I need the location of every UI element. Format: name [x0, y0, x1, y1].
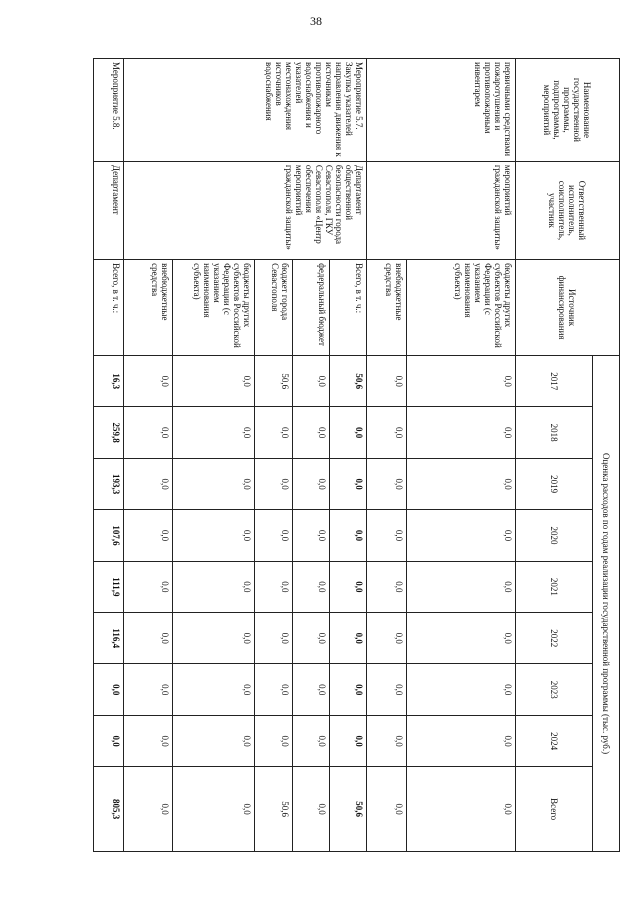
year-value-cell: 16,3 [94, 356, 124, 407]
funding-source-cell: внебюджетные средства [366, 260, 406, 356]
funding-source-cell: бюджеты других субъектов Российской Федерации (с указанием наименования субъекта) [173, 260, 255, 356]
total-value-cell: 0,0 [292, 767, 329, 852]
year-value-cell: 0,0 [366, 613, 406, 664]
header-year: 2022 [515, 613, 592, 664]
year-value-cell: 0,0 [329, 407, 366, 458]
total-value-cell: 805,3 [94, 767, 124, 852]
year-value-cell: 0,0 [173, 458, 255, 509]
responsible-cell: Департамент общественной безопасности города Севастополя, ГКУ Севастополя «Центр обеспечения мероприятий гражданской защиты» [123, 161, 366, 259]
year-value-cell: 0,0 [123, 613, 173, 664]
header-year: 2019 [515, 458, 592, 509]
funding-source-cell: внебюджетные средства [123, 260, 173, 356]
header-year: 2018 [515, 407, 592, 458]
total-value-cell: 0,0 [173, 767, 255, 852]
header-year: 2024 [515, 715, 592, 766]
header-year: 2023 [515, 664, 592, 715]
year-value-cell: 0,0 [292, 715, 329, 766]
year-value-cell: 0,0 [292, 458, 329, 509]
year-value-cell: 0,0 [366, 407, 406, 458]
year-value-cell: 0,0 [406, 510, 515, 561]
year-value-cell: 0,0 [366, 664, 406, 715]
year-value-cell: 0,0 [292, 356, 329, 407]
year-value-cell: 0,0 [173, 407, 255, 458]
header-year: 2017 [515, 356, 592, 407]
year-value-cell: 0,0 [123, 664, 173, 715]
year-value-cell: 0,0 [406, 561, 515, 612]
header-source: Источник финансирования [515, 260, 619, 356]
table-row [94, 59, 124, 852]
total-value-cell: 50,6 [255, 767, 292, 852]
year-value-cell: 0,0 [406, 356, 515, 407]
total-value-cell: 0,0 [406, 767, 515, 852]
year-value-cell: 107,6 [94, 510, 124, 561]
year-value-cell: 0,0 [255, 561, 292, 612]
responsible-cell: Департамент [94, 161, 124, 259]
year-value-cell: 0,0 [406, 613, 515, 664]
responsible-cell: мероприятий гражданской защиты» [366, 161, 515, 259]
year-value-cell: 0,0 [255, 715, 292, 766]
page-number: 38 [310, 14, 322, 28]
year-value-cell: 0,0 [329, 458, 366, 509]
year-value-cell: 0,0 [173, 613, 255, 664]
year-value-cell: 0,0 [366, 458, 406, 509]
year-value-cell: 0,0 [366, 561, 406, 612]
year-value-cell: 0,0 [173, 664, 255, 715]
year-value-cell: 0,0 [366, 356, 406, 407]
table-row [406, 59, 515, 852]
year-value-cell: 0,0 [366, 510, 406, 561]
funding-source-cell: федеральный бюджет [292, 260, 329, 356]
table-body [94, 59, 516, 852]
funding-source-cell: бюджеты других субъектов Российской Федерации (с указанием наименования субъекта) [406, 260, 515, 356]
year-value-cell: 0,0 [94, 664, 124, 715]
funding-source-cell: бюджет города Севастополя [255, 260, 292, 356]
year-value-cell: 50,6 [255, 356, 292, 407]
year-value-cell: 193,3 [94, 458, 124, 509]
year-value-cell: 0,0 [292, 510, 329, 561]
funding-source-cell: Всего, в т. ч.: [329, 260, 366, 356]
year-value-cell: 50,6 [329, 356, 366, 407]
year-value-cell: 0,0 [255, 510, 292, 561]
header-group: Оценка расходов по годам реализации государственной программы (тыс. руб.) [592, 356, 619, 852]
year-value-cell: 0,0 [329, 561, 366, 612]
year-value-cell: 0,0 [123, 561, 173, 612]
measure-name-cell: Мероприятие 5.7. Закупка указателей направления движения к источникам противопожарного водоснабжения и указателей местонахождения источников водоснабжения [123, 59, 366, 162]
measure-name-cell: первичными средствами пожаротушения и противопожарным инвентарем [366, 59, 515, 162]
year-value-cell: 0,0 [173, 510, 255, 561]
year-value-cell: 0,0 [329, 613, 366, 664]
year-value-cell: 0,0 [406, 407, 515, 458]
total-value-cell: 50,6 [329, 767, 366, 852]
year-value-cell: 0,0 [406, 664, 515, 715]
header-year: 2020 [515, 510, 592, 561]
year-value-cell: 111,9 [94, 561, 124, 612]
total-value-cell: 0,0 [366, 767, 406, 852]
header-total: Всего [515, 767, 592, 852]
rotated-table-wrapper [93, 58, 620, 852]
year-value-cell: 0,0 [123, 715, 173, 766]
funding-source-cell: Всего, в т. ч.: [94, 260, 124, 356]
year-value-cell: 0,0 [255, 664, 292, 715]
measure-name-cell: Мероприятие 5.8. [94, 59, 124, 162]
year-value-cell: 0,0 [173, 715, 255, 766]
year-value-cell: 0,0 [255, 407, 292, 458]
year-value-cell: 259,8 [94, 407, 124, 458]
budget-table [93, 58, 620, 852]
year-value-cell: 0,0 [94, 715, 124, 766]
total-value-cell: 0,0 [123, 767, 173, 852]
year-value-cell: 0,0 [366, 715, 406, 766]
year-value-cell: 0,0 [173, 561, 255, 612]
year-value-cell: 0,0 [406, 715, 515, 766]
year-value-cell: 0,0 [329, 715, 366, 766]
year-value-cell: 0,0 [292, 613, 329, 664]
year-value-cell: 0,0 [292, 407, 329, 458]
year-value-cell: 0,0 [406, 458, 515, 509]
year-value-cell: 0,0 [329, 664, 366, 715]
year-value-cell: 0,0 [123, 356, 173, 407]
year-value-cell: 0,0 [123, 510, 173, 561]
year-value-cell: 0,0 [123, 407, 173, 458]
year-value-cell: 0,0 [173, 356, 255, 407]
year-value-cell: 0,0 [329, 510, 366, 561]
year-value-cell: 0,0 [255, 458, 292, 509]
table-row [329, 59, 366, 852]
header-year: 2021 [515, 561, 592, 612]
year-value-cell: 116,4 [94, 613, 124, 664]
year-value-cell: 0,0 [292, 664, 329, 715]
year-value-cell: 0,0 [123, 458, 173, 509]
header-name: Наименование государственной программы, подпрограммы, мероприятий [515, 59, 619, 162]
year-value-cell: 0,0 [292, 561, 329, 612]
header-responsible: Ответственный исполнитель, соисполнитель, участник [515, 161, 619, 259]
year-value-cell: 0,0 [255, 613, 292, 664]
